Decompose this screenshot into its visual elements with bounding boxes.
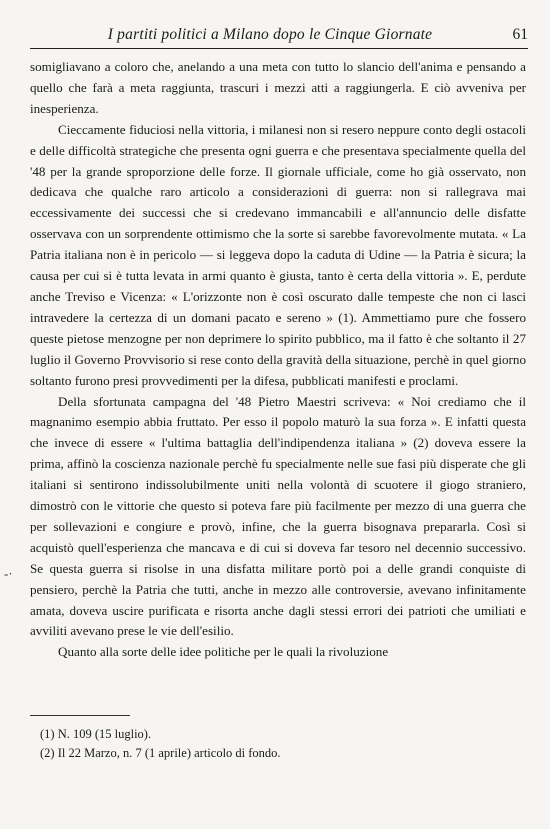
paragraph-continuation: somigliavano a coloro che, anelando a una meta con tutto lo slancio dell'anima e pensando a quello che farà a meta raggiunta, trascuri i mezzi atti a raggiungerla. E ciò avveniva per inesperienza.: [30, 59, 526, 116]
footnote: (2) Il 22 Marzo, n. 7 (1 aprile) articolo di fondo.: [40, 746, 281, 760]
header-rule: [30, 48, 528, 49]
footnote: (1) N. 109 (15 luglio).: [40, 727, 152, 741]
page-number: 61: [512, 26, 528, 43]
footnotes: [30, 725, 526, 763]
footnote-rule: [30, 715, 130, 716]
paragraph: Quanto alla sorte delle idee politiche per le quali la rivoluzione: [58, 644, 389, 660]
body-text: [30, 57, 526, 663]
paragraph: Cieccamente fiduciosi nella vittoria, i milanesi non si resero neppure conto degli ostacoli e delle difficoltà strategiche che presenta ogni guerra e che presentava specialmente quella del '48 per la grande sproporzione delle forze. Il giornale ufficiale, come ho già osservato, non dedicava che qualche raro articolo a considerazioni di guerra: non si rallegrava mai eccessivamente dei successi che si credevano immancabili e all'annuncio delle disfatte osservava con un sorprendente ottimismo che la sorte si sarebbe favorevolmente mutata. « La Patria italiana non è in pericolo — si leggeva dopo la caduta di Udine — la Patria è sicura; la causa per cui si è tutta levata in armi quanto è giusta, tanto è certa della vittoria ». E, perdute anche Treviso e Vicenza: « L'orizzonte non è così oscurato dalle tempeste che non ci lasci intravedere la certezza di un domani pacato e sereno » (1). Ammettiamo pure che fossero queste pietose menzogne per non deprimere lo spirito pubblico, ma il fatto è che soltanto il 27 luglio il Governo Provvisorio si rese conto della gravità della situazione, perchè in quel giorno soltanto furono presi provvedimenti per la difesa, pubblicati manifesti e proclami.: [30, 121, 526, 388]
margin-mark: -·: [4, 566, 13, 581]
running-title: I partiti politici a Milano dopo le Cinque Giornate: [107, 26, 433, 43]
paragraph: Della sfortunata campagna del '48 Pietro Maestri scriveva: « Noi crediamo che il magnanimo esempio abbia fruttato. Per esso il popolo maturò la sua forza ». E infatti questa che invece di essere « l'ultima battaglia dell'indipendenza italiana » (2) doveva essere la prima, affinò la coscienza nazionale perchè fu specialmente nelle sue fasi più disperate che gli italiani si sentirono indissolubilmente uniti nella volontà di scuotere il giogo straniero, dimostrò con le vittorie che questo si poteva fare più facilmente per mezzo di una guerra che per sollevazioni e congiure e provò, infine, che la guerra bisognava prepararla. Così si acquistò quell'esperienza che mancava e di cui si doveva far tesoro nel decennio successivo. Se questa guerra si risolse in una disfatta militare portò poi a delle grandi conquiste di pensiero, perchè la Patria che tutti, anche in mezzo alle controversie, avevano infinitamente amata, doveva uscire purificata e risorta anche dagli stessi errori dei patrioti che umiliati e avviliti avevano prese le vie dell'esilio.: [30, 393, 526, 639]
